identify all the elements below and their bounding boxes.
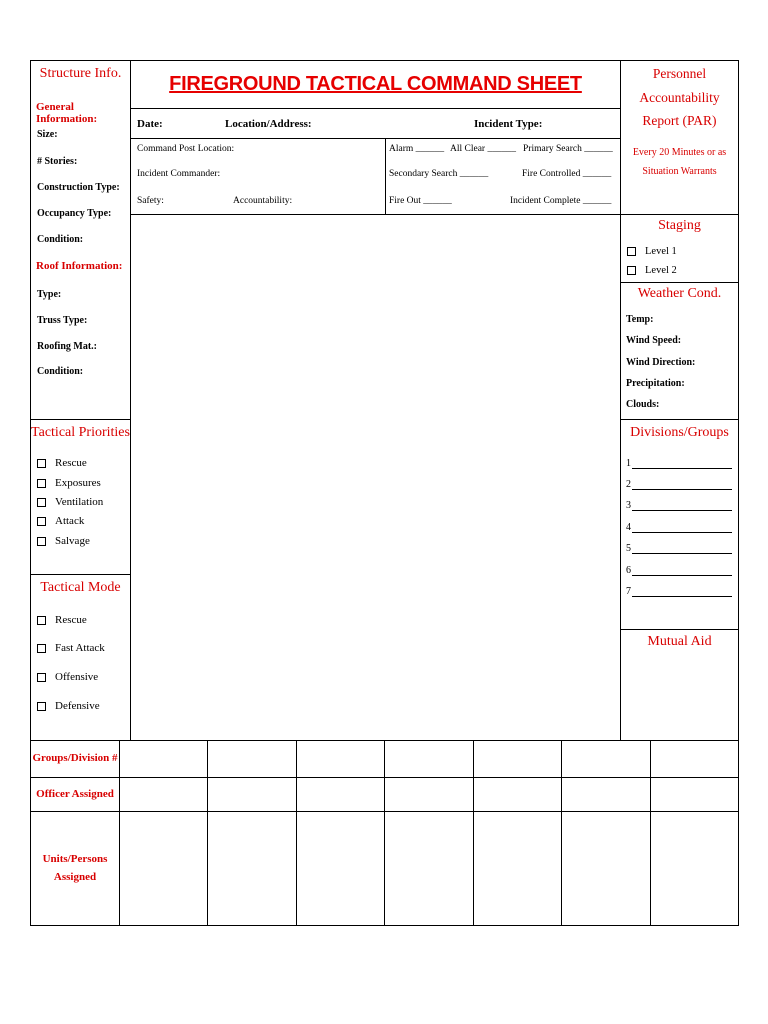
location-address-field[interactable]: Location/Address: [225,118,312,130]
grid-cell[interactable] [120,778,208,812]
grid-cell[interactable] [385,741,473,778]
primary-search-field[interactable]: Primary Search ______ [523,144,613,154]
groups-division-row [31,741,739,778]
priority-salvage-checkbox[interactable]: Salvage [37,535,90,547]
temp-field[interactable]: Temp: [626,314,654,325]
division-line-3[interactable]: 3 [626,500,732,511]
checkbox-icon [37,537,46,546]
divisions-groups-panel [620,419,739,630]
construction-type-field[interactable]: Construction Type: [37,182,120,193]
structure-info-title: Structure Info. [39,66,122,81]
division-line-1[interactable]: 1 [626,458,732,469]
mutual-aid-title: Mutual Aid [647,634,712,649]
officer-assigned-row [31,778,739,812]
truss-type-field[interactable]: Truss Type: [37,315,88,326]
wind-speed-field[interactable]: Wind Speed: [626,335,682,346]
all-clear-field[interactable]: All Clear ______ [450,144,516,154]
par-title-line2: Accountability [639,90,720,105]
grid-cell[interactable] [296,741,384,778]
checkbox-icon [37,673,46,682]
tactical-mode-panel [30,574,131,741]
grid-cell[interactable] [473,778,561,812]
grid-cell[interactable] [650,741,738,778]
weather-title: Weather Cond. [637,286,722,301]
grid-cell[interactable] [650,778,738,812]
general-information-title: General Information: [36,101,98,125]
fire-out-field[interactable]: Fire Out ______ [389,196,452,206]
grid-cell[interactable] [562,741,650,778]
units-persons-label-line2: Assigned [53,870,97,883]
assignment-grid [30,740,739,926]
grid-cell[interactable] [473,741,561,778]
units-persons-label [31,812,120,926]
alarm-field[interactable]: Alarm ______ [389,144,445,154]
staging-title: Staging [658,218,701,233]
tactical-priorities-panel [30,419,131,575]
checkbox-icon [37,644,46,653]
divisions-groups-title: Divisions/Groups [630,425,729,440]
command-post-location-field[interactable]: Command Post Location: [137,144,235,154]
division-line-7[interactable]: 7 [626,586,732,597]
grid-cell[interactable] [296,812,384,926]
grid-cell[interactable] [296,778,384,812]
mode-fast-attack-checkbox[interactable]: Fast Attack [37,642,105,654]
par-note-line1: Every 20 Minutes or as [632,147,727,158]
units-persons-row [31,812,739,926]
grid-cell[interactable] [562,778,650,812]
mode-offensive-checkbox[interactable]: Offensive [37,671,98,683]
tactical-mode-title: Tactical Mode [40,580,121,595]
occupancy-type-field[interactable]: Occupancy Type: [37,208,112,219]
priority-exposures-checkbox[interactable]: Exposures [37,477,101,489]
precipitation-field[interactable]: Precipitation: [626,378,685,389]
par-panel [620,60,739,215]
priority-rescue-checkbox[interactable]: Rescue [37,457,87,469]
grid-cell[interactable] [385,778,473,812]
checkbox-icon [37,498,46,507]
secondary-search-field[interactable]: Secondary Search ______ [389,169,489,179]
division-line-2[interactable]: 2 [626,479,732,490]
staging-level1-checkbox[interactable]: Level 1 [627,246,677,257]
roof-information-title: Roof Information: [36,260,123,272]
division-line-5[interactable]: 5 [626,543,732,554]
tactical-priorities-title: Tactical Priorities [31,425,130,440]
units-persons-label-line1: Units/Persons [42,853,108,866]
mutual-aid-panel [620,629,739,741]
checkbox-icon [37,702,46,711]
page-title: FIREGROUND TACTICAL COMMAND SHEET [169,73,582,95]
groups-division-label: Groups/Division # [31,741,120,778]
mode-rescue-checkbox[interactable]: Rescue [37,614,87,626]
priority-ventilation-checkbox[interactable]: Ventilation [37,496,103,508]
structure-info-panel [30,60,131,420]
grid-cell[interactable] [208,778,296,812]
par-title-line3: Report (PAR) [642,113,717,128]
grid-cell[interactable] [208,812,296,926]
incident-complete-field[interactable]: Incident Complete ______ [510,196,612,206]
mode-defensive-checkbox[interactable]: Defensive [37,700,100,712]
priority-attack-checkbox[interactable]: Attack [37,515,84,527]
division-line-6[interactable]: 6 [626,565,732,576]
accountability-field[interactable]: Accountability: [233,196,293,206]
grid-cell[interactable] [208,741,296,778]
par-title-line1: Personnel [652,66,707,81]
grid-cell[interactable] [473,812,561,926]
officer-assigned-label: Officer Assigned [31,778,120,812]
stories-field[interactable]: # Stories: [37,156,78,167]
roof-type-field[interactable]: Type: [37,289,62,300]
division-line-4[interactable]: 4 [626,522,732,533]
tactical-worksheet-area[interactable] [130,214,621,741]
fire-controlled-field[interactable]: Fire Controlled ______ [522,169,612,179]
command-post-box [130,138,386,215]
checkbox-icon [37,459,46,468]
checkbox-icon [37,479,46,488]
grid-cell[interactable] [120,812,208,926]
grid-cell[interactable] [650,812,738,926]
checkbox-icon [627,266,636,275]
weather-panel [620,282,739,420]
date-row [130,108,621,139]
checkbox-icon [37,616,46,625]
grid-cell[interactable] [562,812,650,926]
benchmarks-box [385,138,621,215]
grid-cell[interactable] [120,741,208,778]
date-field[interactable]: Date: [137,118,163,130]
checkbox-icon [37,517,46,526]
condition-field[interactable]: Condition: [37,234,84,245]
grid-cell[interactable] [385,812,473,926]
par-note-line2: Situation Warrants [642,166,717,177]
incident-type-field[interactable]: Incident Type: [474,118,543,130]
roofing-material-field[interactable]: Roofing Mat.: [37,341,97,352]
title-box [130,60,621,109]
roof-condition-field[interactable]: Condition: [37,366,84,377]
safety-field[interactable]: Safety: [137,196,164,206]
size-field[interactable]: Size: [37,129,58,140]
staging-panel [620,214,739,283]
clouds-field[interactable]: Clouds: [626,399,660,410]
wind-direction-field[interactable]: Wind Direction: [626,357,696,368]
checkbox-icon [627,247,636,256]
staging-level2-checkbox[interactable]: Level 2 [627,265,677,276]
incident-commander-field[interactable]: Incident Commander: [137,169,221,179]
